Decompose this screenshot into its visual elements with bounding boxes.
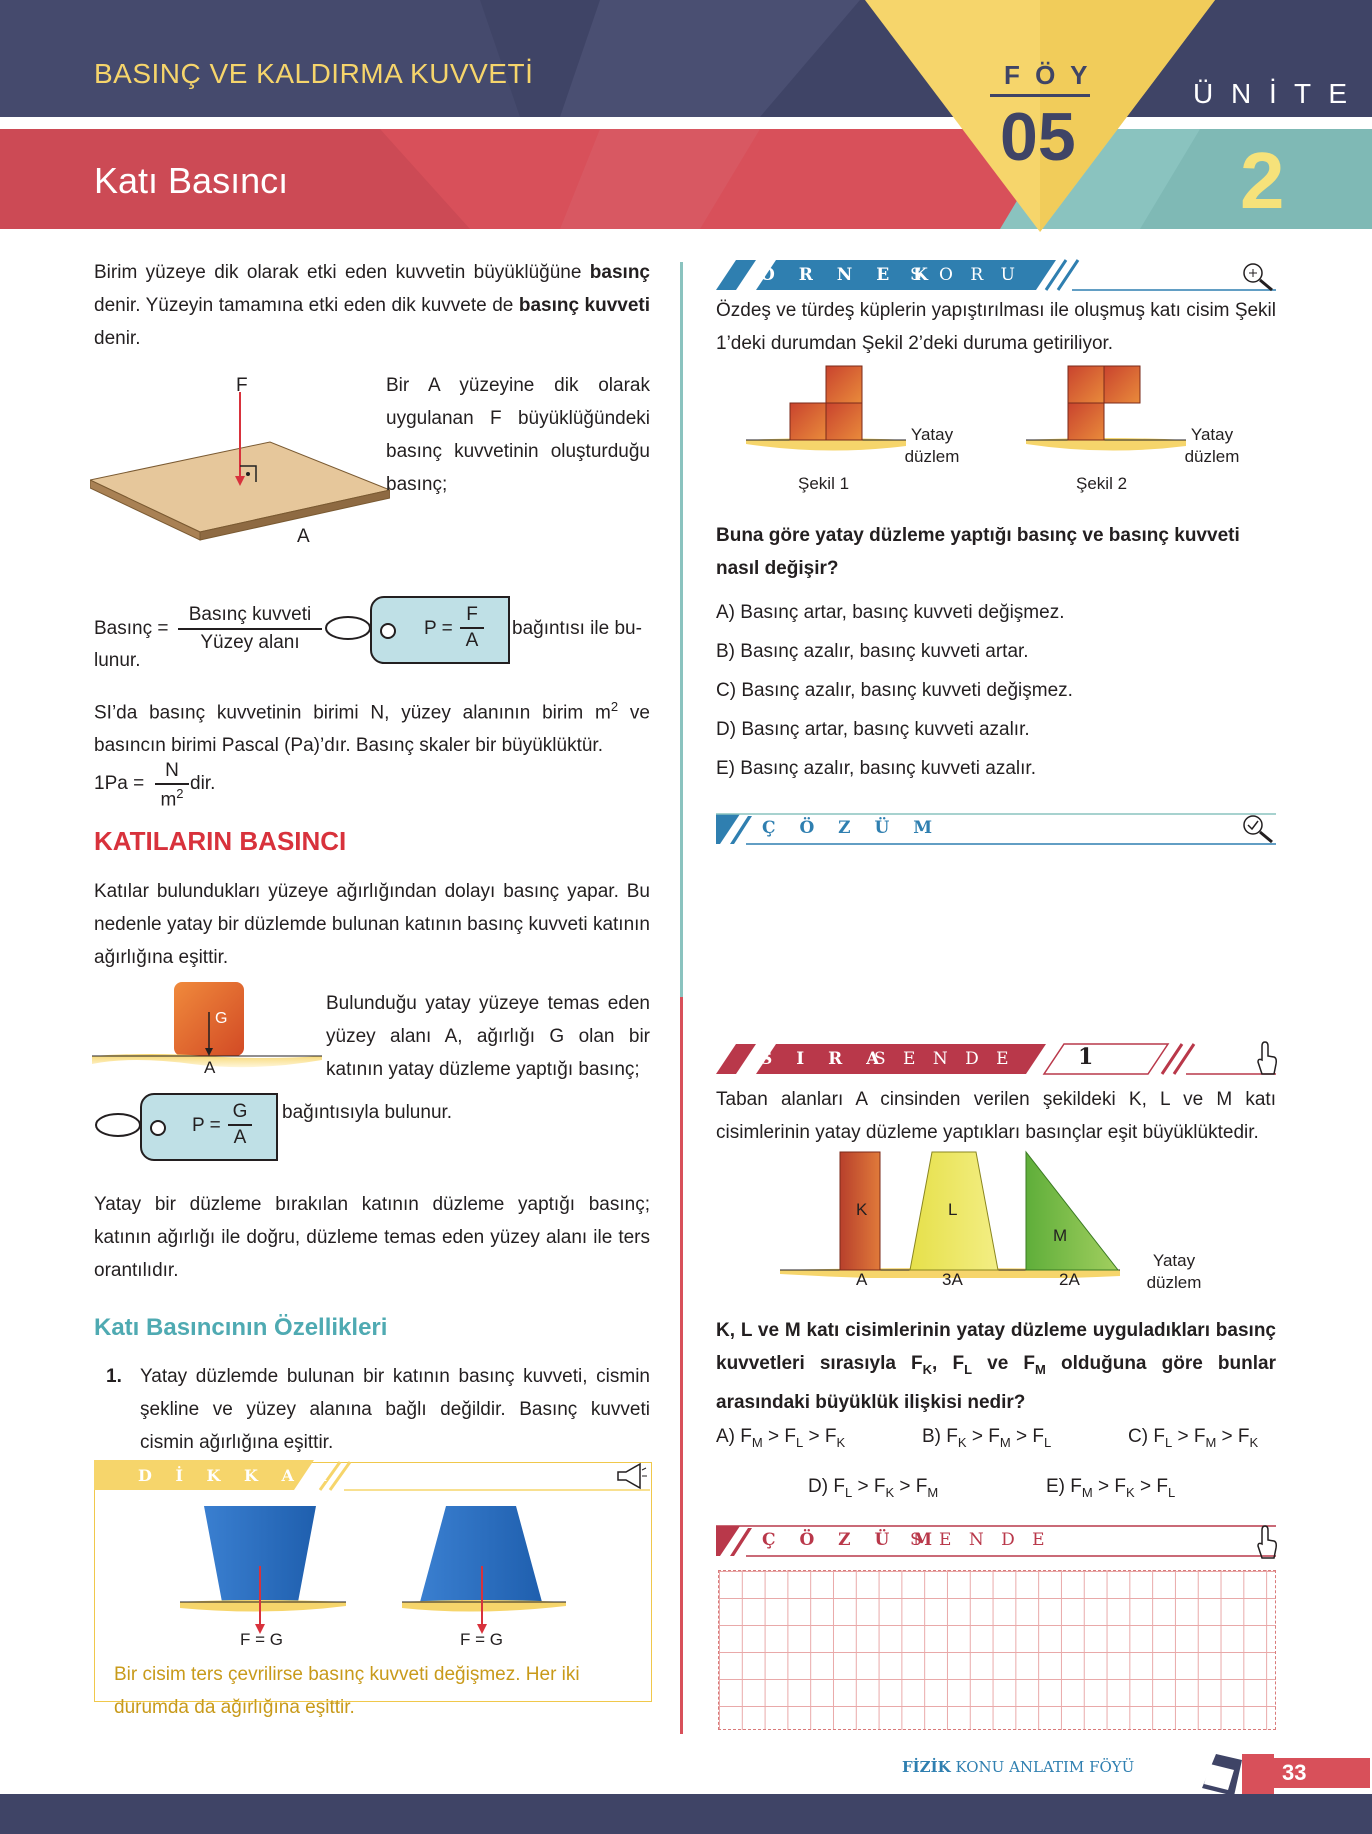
book-logo-icon [1194, 1752, 1274, 1800]
q2-option-a[interactable]: A) $F_M > F_L > F_K$ [716, 1426, 846, 1450]
q2-option-e[interactable]: E) $F_M > F_K > F_L$ [1046, 1476, 1176, 1500]
plate-area-label: A [297, 526, 310, 547]
block-weight-figure [92, 980, 322, 1070]
foy-label: F Ö Y [1004, 60, 1092, 90]
block-description: Bulunduğu yatay yüzeye temas eden yüzey alanı A, ağırlığı G olan bir katının yatay düzleme yaptığı basınç; [326, 993, 650, 1080]
formula-continuation: lunur. [94, 650, 141, 671]
shape-l-label: L [948, 1200, 958, 1219]
shape-k-label: K [856, 1200, 868, 1219]
pascal-after: dir. [190, 773, 216, 794]
sira-text: Taban alanları A cinsinden verilen şekildeki K, L ve M katı cisimlerinin yatay düzleme yaptıkları basınçlar eşit büyüklüktedir. [716, 1089, 1276, 1143]
sende-label: S E N D E [874, 1049, 1015, 1069]
cozum-sende-label: S E N D E [910, 1530, 1051, 1550]
ornek-label: Ö R N E K [760, 265, 937, 285]
option-e[interactable]: E) Basınç azalır, basınç kuvveti azalır. [716, 758, 1036, 779]
formula-after: bağıntısı ile bu- [512, 618, 642, 639]
section-title: Katı Basıncı [94, 160, 289, 201]
option-a[interactable]: A) Basınç artar, basınç kuvveti değişmez. [716, 602, 1065, 623]
megaphone-icon [614, 1462, 648, 1492]
dikkat-fig2-label: F = G [460, 1630, 503, 1649]
sira-number: 1 [1078, 1044, 1094, 1070]
block-area-label: A [204, 1058, 216, 1077]
tag-hole-icon [150, 1120, 166, 1136]
item-1-number: 1. [106, 1366, 122, 1387]
klm-plane-label: Yatay düzlem [1146, 1251, 1202, 1292]
page-number: 33 [1282, 1760, 1307, 1785]
solids-paragraph: Katılar bulundukları yüzeye ağırlığından dolayı basınç yapar. Bu nedenle yatay bir düzlemde bulunan katının basınç kuvveti katının ağırlığına eşittir. [94, 881, 650, 968]
fig2-plane-label: Yatay düzlem [1184, 425, 1240, 466]
cubes-figure [746, 364, 1206, 454]
q2-option-d[interactable]: D) $F_L > F_K > F_M$ [808, 1476, 939, 1500]
sira-label: S I R A [760, 1049, 889, 1069]
cozum-sende-bold: Ç Ö Z Ü M [762, 1530, 942, 1550]
proportion-paragraph: Yatay bir düzleme bırakılan katının düzleme yaptığı basınç; katının ağırlığı ile doğru, düzleme temas eden yüzey alanı ile ters orantılıdır. [94, 1194, 650, 1281]
question-2: K, L ve M katı cisimlerinin yatay düzleme uyguladıkları basınç kuvvetleri sırasıyla $F_K$, $F_L$ ve $F_M$ olduğuna göre bunlar arasındaki büyüklük ilişkisi nedir? [716, 1320, 1276, 1413]
hand-pointer-icon [1254, 1524, 1278, 1560]
foy-number: 05 [1000, 99, 1076, 175]
intro-paragraph: Birim yüzeye dik olarak etki eden kuvvetin büyüklüğüne basınç denir. Yüzeyin tamamına etki eden dik kuvvete de basınç kuvveti denir. [94, 262, 651, 349]
unite-number: 2 [1240, 136, 1285, 225]
q2-option-c[interactable]: C) $F_L > F_M > F_K$ [1128, 1426, 1259, 1450]
formula-denominator: Yüzey alanı [200, 631, 300, 653]
plate-description: Bir A yüzeyine dik olarak uygulanan F büyüklüğündeki basınç kuvvetinin oluşturduğu basınç; [386, 375, 650, 495]
column-divider-top [680, 262, 683, 997]
soru-label: S O R U [910, 265, 1021, 285]
tag-hole-icon [380, 623, 396, 639]
plate-force-label: F [236, 375, 248, 396]
dikkat-label: D İ K K A T [138, 1466, 339, 1485]
pascal-fraction [155, 760, 189, 811]
dikkat-fig1-label: F = G [240, 1630, 283, 1649]
unite-label: Ü N İ T E [1193, 78, 1353, 109]
klm-shapes-figure [780, 1148, 1160, 1278]
si-units-paragraph: SI’da basınç kuvvetinin birimi N, yüzey alanının birim $m^2$ ve basıncın birimi Pascal (Pa)’dır. Basınç skaler bir büyüklüktür. [94, 699, 650, 757]
options-list [716, 593, 1276, 788]
tag2-after: bağıntısıyla bulunur. [282, 1102, 453, 1123]
fig2-caption: Şekil 2 [1076, 474, 1128, 493]
shape-m-area: 2A [1059, 1270, 1080, 1289]
ornek-text: Özdeş ve türdeş küplerin yapıştırılması ile oluşmuş katı cisim Şekil 1’deki durumdan Şekil 2’deki duruma getiriliyor. [716, 300, 1276, 354]
pascal-num: N [165, 760, 179, 781]
pascal-den: $m^2$ [160, 785, 184, 810]
option-d[interactable]: D) Basınç artar, basınç kuvveti azalır. [716, 719, 1030, 740]
header-topic: BASINÇ VE KALDIRMA KUVVETİ [94, 58, 534, 89]
formula-numerator: Basınç kuvveti [188, 604, 312, 625]
column-divider-bottom [680, 997, 683, 1734]
fig1-caption: Şekil 1 [798, 474, 850, 493]
footer-bar [0, 1794, 1372, 1834]
tag1-p: P = [424, 618, 453, 639]
pressure-formula-lhs: Basınç = [94, 618, 169, 639]
dikkat-text: Bir cisim ters çevrilirse basınç kuvveti değişmez. Her iki durumda da ağırlığına eşittir. [114, 1664, 580, 1718]
pascal-lhs: 1Pa = [94, 773, 145, 794]
magnifier-icon [1240, 260, 1276, 292]
shape-k-area: A [856, 1270, 868, 1289]
shape-l-area: 3A [942, 1270, 963, 1289]
tag1-num: F [466, 604, 478, 625]
cozum-label: Ç Ö Z Ü M [762, 818, 942, 838]
tag2-num: G [232, 1101, 248, 1122]
item-1-text: Yatay düzlemde bulunan bir katının basınç kuvveti, cismin şekline ve yüzey alanına bağlı değildir. Basınç kuvveti cismin ağırlığına eşittir. [140, 1366, 650, 1453]
hand-pointer-icon [1254, 1040, 1278, 1076]
tag2-den: A [233, 1126, 247, 1148]
footer-title: FİZİK KONU ANLATIM FÖYÜ [902, 1758, 1135, 1776]
dikkat-trapezoid-figure [176, 1506, 576, 1638]
check-magnifier-icon [1240, 812, 1276, 844]
solids-heading: KATILARIN BASINCI [94, 826, 347, 856]
tag1-fraction [460, 604, 484, 652]
block-weight-label: G [215, 1010, 228, 1027]
tag2-p: P = [192, 1115, 221, 1136]
fig1-plane-label: Yatay düzlem [904, 425, 960, 466]
page-number-bg [1264, 1758, 1370, 1788]
question-1: Buna göre yatay düzleme yaptığı basınç ve basınç kuvveti nasıl değişir? [716, 525, 1240, 579]
foy-divider [990, 94, 1090, 97]
option-b[interactable]: B) Basınç azalır, basınç kuvveti artar. [716, 641, 1029, 662]
q2-option-b[interactable]: B) $F_K > F_M > F_L$ [922, 1426, 1052, 1450]
formula-tag-2 [140, 1093, 278, 1161]
tag2-fraction [228, 1101, 252, 1149]
pressure-formula-fraction [178, 604, 322, 654]
answer-grid[interactable] [718, 1570, 1276, 1730]
option-c[interactable]: C) Basınç azalır, basınç kuvveti değişmez. [716, 680, 1073, 701]
tag1-den: A [465, 629, 479, 651]
formula-tag-1 [370, 596, 510, 664]
properties-subheading: Katı Basıncının Özellikleri [94, 1314, 388, 1341]
shape-m-label: M [1053, 1226, 1068, 1245]
